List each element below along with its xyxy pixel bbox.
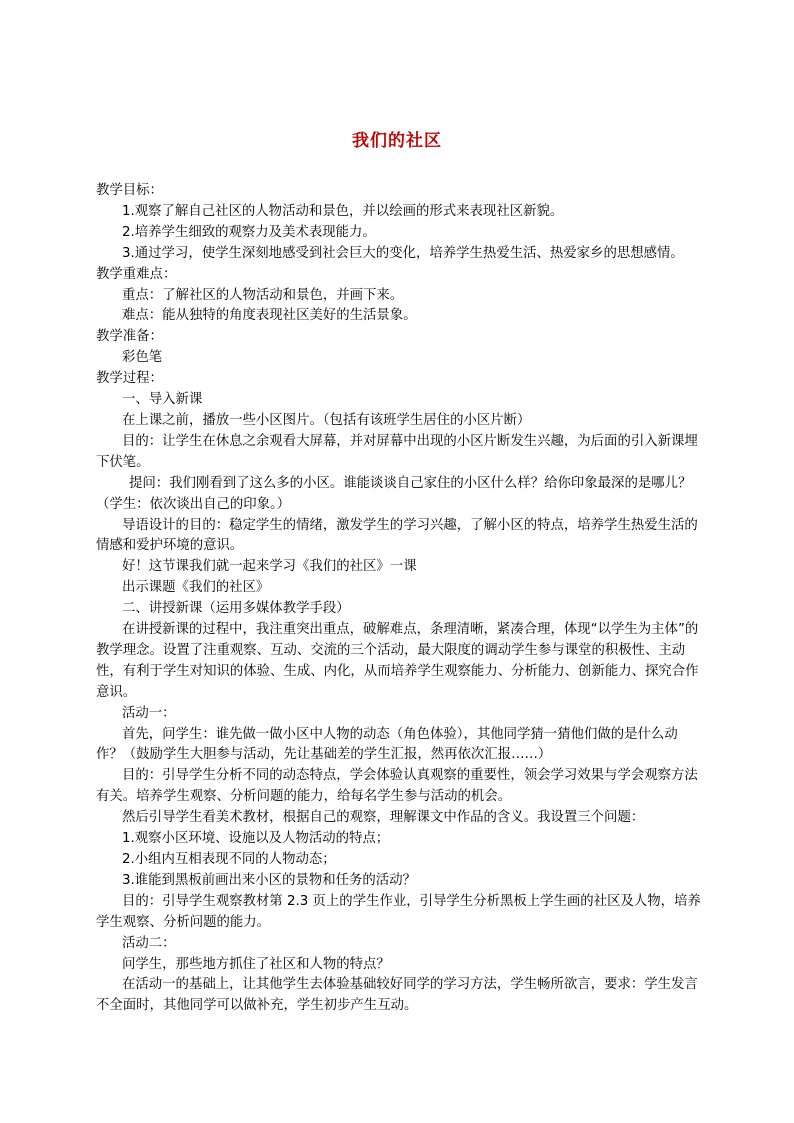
document-body <box>96 181 704 1017</box>
section-heading: 教学目标： <box>96 183 163 198</box>
paragraph: 导语设计的目的：稳定学生的情绪，激发学生的学习兴趣，了解小区的特点，培养学生热爱生活的情感和爱护环境的意识。 <box>96 517 698 554</box>
paragraph: 在上课之前，播放一些小区图片。（包括有该班学生居住的小区片断） <box>122 412 531 428</box>
paragraph: 好！这节课我们就一起来学习《我们的社区》一课 <box>122 559 417 575</box>
paragraph: 在讲授新课的过程中，我注重突出重点，破解难点，条理清晰，紧凑合理，体现“以学生为主体”的教学理念。设置了注重观察、互动、交流的三个活动，最大限度的调动学生参与课堂的积极性、主动性，有利于学生对知识的体验、生成、内化，从而培养学生观察能力、分析能力、创新能力、探究合作意识。 <box>96 622 699 700</box>
paragraph: 彩色笔 <box>122 350 163 366</box>
paragraph: 重点：了解社区的人物活动和景色，并画下来。 <box>122 287 404 303</box>
paragraph: 一、导入新课 <box>122 392 203 408</box>
paragraph: 目的：引导学生分析不同的动态特点，学会体验认真观察的重要性，领会学习效果与学会观察方法有关。培养学生观察、分析问题的能力，给每名学生参与活动的机会。 <box>96 768 698 805</box>
paragraph: 3.谁能到黑板前画出来小区的景物和任务的活动？ <box>122 872 416 888</box>
paragraph: 难点：能从独特的角度表现社区美好的生活景象。 <box>122 308 417 324</box>
paragraph: 活动一： <box>122 705 176 721</box>
section-heading: 教学过程： <box>96 371 163 387</box>
paragraph: 活动二： <box>122 935 176 951</box>
paragraph: 在活动一的基础上，让其他学生去体验基础较好同学的学习方法，学生畅所欲言，要求：学生发言不全面时，其他同学可以做补充，学生初步产生互动。 <box>96 977 698 1014</box>
paragraph: 提问：我们刚看到了这么多的小区。谁能谈谈自己家住的小区什么样？给你印象最深的是哪儿？（学生：依次谈出自己的印象。） <box>96 475 692 512</box>
paragraph: 目的：引导学生观察教材第 2.3 页上的学生作业，引导学生分析黑板上学生画的社区及人物，培养学生观察、分析问题的能力。 <box>96 893 701 930</box>
section-heading: 教学重难点： <box>96 266 177 282</box>
document-title: 我们的社区 <box>352 131 442 151</box>
paragraph: 出示课题《我们的社区》 <box>122 580 270 596</box>
paragraph: 1.观察了解自己社区的人物活动和景色，并以绘画的形式来表现社区新貌。 <box>122 203 564 219</box>
paragraph: 二、讲授新课（运用多媒体教学手段） <box>122 601 350 617</box>
section-heading: 教学准备： <box>96 329 163 345</box>
paragraph: 首先，问学生：谁先做一做小区中人物的动态（角色体验），其他同学猜一猜他们做的是什么动作？（鼓励学生大胆参与活动，先让基础差的学生汇报，然再依次汇报……） <box>96 726 678 763</box>
paragraph: 问学生，那些地方抓住了社区和人物的特点？ <box>122 956 390 972</box>
paragraph: 3.通过学习，使学生深刻地感受到社会巨大的变化，培养学生热爱生活、热爱家乡的思想感情。 <box>122 245 684 261</box>
paragraph: 2.小组内互相表现不同的人物动态； <box>122 852 336 867</box>
paragraph: 1.观察小区环境、设施以及人物活动的特点； <box>122 831 390 847</box>
paragraph: 然后引导学生看美术教材，根据自己的观察，理解课文中作品的含义。我设置三个问题： <box>122 810 645 826</box>
paragraph: 2.培养学生细致的观察力及美术表现能力。 <box>122 224 376 240</box>
paragraph: 目的：让学生在休息之余观看大屏幕，并对屏幕中出现的小区片断发生兴趣，为后面的引入新课埋下伏笔。 <box>96 433 698 470</box>
